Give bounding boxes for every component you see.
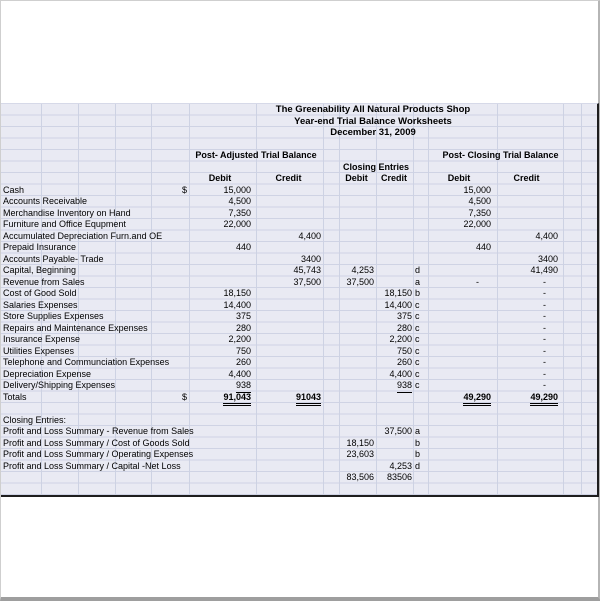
pa-credit-cell[interactable] <box>256 231 321 243</box>
account-label[interactable] <box>3 323 303 335</box>
account-label-value: Salaries Expenses <box>3 299 78 310</box>
account-label-value: Depreciation Expense <box>3 368 92 379</box>
pc-debit-cell[interactable] <box>427 208 491 220</box>
cl-credit-cell-value: 260 <box>396 357 412 367</box>
pa-credit-cell-value: 45,743 <box>293 265 321 275</box>
pa-debit-column-header[interactable]: Debit <box>208 173 232 183</box>
entry-letter-cell[interactable] <box>415 426 429 438</box>
pc-credit-cell[interactable] <box>495 288 558 300</box>
pc-debit-cell-value: 49,290 <box>463 392 491 407</box>
account-label[interactable] <box>3 438 303 450</box>
pc-credit-cell-value: 49,290 <box>530 392 558 407</box>
account-label[interactable] <box>3 357 303 369</box>
account-label-value: Furniture and Office Equpment <box>3 219 126 229</box>
account-label-value: Delivery/Shipping Expenses <box>3 380 116 390</box>
pa-debit-cell-value: 22,000 <box>223 219 251 229</box>
pc-debit-cell-value: 4,500 <box>468 196 491 206</box>
pa-debit-cell-value: 14,400 <box>223 299 251 310</box>
entry-letter-cell-value: c <box>415 299 420 310</box>
account-label-value: Cash <box>3 184 25 195</box>
cl-credit-cell[interactable] <box>376 472 412 484</box>
cl-credit-cell[interactable] <box>376 426 412 438</box>
pc-credit-cell-value: - <box>543 368 546 379</box>
pc-credit-cell[interactable] <box>495 277 558 289</box>
account-label[interactable] <box>3 208 303 220</box>
pc-debit-cell-value: 440 <box>475 242 491 252</box>
account-label[interactable] <box>3 196 303 208</box>
cl-credit-cell[interactable] <box>376 334 412 346</box>
pa-debit-cell[interactable] <box>189 242 251 254</box>
entry-letter-cell[interactable] <box>415 449 429 461</box>
cl-debit-cell[interactable] <box>339 449 374 461</box>
pa-debit-cell-value: 2,200 <box>228 334 251 344</box>
pa-debit-cell-value: 750 <box>235 345 251 356</box>
dollar-sign-cell-value: $ <box>182 391 188 402</box>
pa-credit-cell[interactable] <box>256 254 321 266</box>
pc-credit-cell-value: - <box>543 311 546 321</box>
pa-debit-cell[interactable] <box>189 219 251 231</box>
entry-letter-cell-value: c <box>415 357 420 367</box>
pc-credit-cell-value: - <box>543 334 546 344</box>
entry-letter-cell[interactable] <box>415 323 429 335</box>
entry-letter-cell-value: c <box>415 380 420 390</box>
account-label-value: Revenue from Sales <box>3 276 85 287</box>
pc-credit-cell-value: 3400 <box>537 253 558 264</box>
account-label-value: Accumulated Depreciation Furn.and OE <box>3 230 163 241</box>
pc-credit-cell-value: - <box>543 276 546 287</box>
account-label[interactable] <box>3 426 303 438</box>
entry-letter-cell-value: b <box>415 449 421 459</box>
pa-credit-column-header[interactable]: Credit <box>275 173 302 183</box>
entry-letter-cell[interactable] <box>415 300 429 312</box>
closing-entries-heading[interactable]: Closing Entries: <box>3 414 67 425</box>
entry-letter-cell[interactable] <box>415 380 429 392</box>
cl-debit-cell[interactable] <box>339 265 374 277</box>
cl-credit-cell-value: 18,150 <box>384 288 412 298</box>
entry-letter-cell-value: b <box>415 437 421 448</box>
gridline <box>413 104 414 495</box>
spreadsheet <box>1 103 599 497</box>
cl-credit-cell-value: 4,400 <box>389 368 412 379</box>
account-label[interactable] <box>3 219 303 231</box>
entry-letter-cell-value: d <box>415 460 421 471</box>
entry-letter-cell[interactable] <box>415 461 429 473</box>
pc-debit-cell[interactable] <box>427 277 491 289</box>
pc-credit-cell[interactable] <box>495 265 558 277</box>
pc-credit-cell[interactable] <box>495 311 558 323</box>
account-label-value: Prepaid Insurance <box>3 242 77 252</box>
pc-credit-cell[interactable] <box>495 254 558 266</box>
pc-debit-column-header[interactable]: Debit <box>447 173 471 183</box>
entry-letter-cell[interactable] <box>415 369 429 381</box>
account-label-value: Profit and Loss Summary / Operating Expenses <box>3 449 194 459</box>
cl-credit-cell[interactable] <box>376 311 412 323</box>
pc-credit-cell-value: - <box>543 322 546 333</box>
report-title: Year-end Trial Balance Worksheets <box>294 115 452 127</box>
pc-credit-cell[interactable] <box>495 346 558 358</box>
pc-debit-cell[interactable] <box>427 242 491 254</box>
gridline <box>581 104 582 495</box>
pa-debit-cell-value: 4,500 <box>228 196 251 206</box>
entry-letter-cell[interactable] <box>415 357 429 369</box>
account-label-value: Insurance Expense <box>3 334 81 344</box>
pc-credit-cell[interactable] <box>495 369 558 381</box>
account-label-value: Telephone and Communciation Expenses <box>3 357 170 367</box>
pc-credit-cell-value: 4,400 <box>535 230 558 241</box>
cl-debit-column-header[interactable]: Debit <box>345 173 368 183</box>
cl-debit-cell[interactable] <box>339 472 374 484</box>
pa-debit-cell[interactable] <box>189 380 251 392</box>
pc-credit-cell-value: - <box>543 357 546 367</box>
cl-debit-cell[interactable] <box>339 438 374 450</box>
pa-debit-cell[interactable] <box>189 392 251 404</box>
closing-entries-section-header[interactable]: Closing Entries <box>342 161 409 172</box>
pc-debit-cell[interactable] <box>427 392 491 404</box>
cl-credit-cell-value: 14,400 <box>384 299 412 310</box>
pc-debit-cell[interactable] <box>427 196 491 208</box>
account-label[interactable] <box>3 300 303 312</box>
cl-debit-cell-value: 18,150 <box>346 437 374 448</box>
cl-credit-cell-value: 83506 <box>386 472 412 482</box>
pa-credit-cell-value: 4,400 <box>298 230 321 241</box>
pa-credit-cell-value: 3400 <box>300 253 321 264</box>
report-date: December 31, 2009 <box>330 127 416 138</box>
account-label[interactable] <box>3 461 303 473</box>
cl-credit-cell[interactable] <box>376 323 412 335</box>
pc-credit-cell[interactable] <box>495 334 558 346</box>
pa-credit-cell[interactable] <box>256 277 321 289</box>
account-label-value: Cost of Good Sold <box>3 288 77 298</box>
entry-letter-cell-value: c <box>415 322 420 333</box>
pc-credit-cell[interactable] <box>495 300 558 312</box>
entry-letter-cell-value: a <box>415 426 421 436</box>
account-label-value: Totals <box>3 391 27 402</box>
cl-credit-cell-value: 37,500 <box>384 426 412 436</box>
entry-letter-cell-value: c <box>415 345 420 356</box>
cl-debit-cell-value: 37,500 <box>346 276 374 287</box>
post-adjusted-section-header[interactable]: Post- Adjusted Trial Balance <box>195 150 317 160</box>
gridline <box>563 104 564 495</box>
entry-letter-cell[interactable] <box>415 288 429 300</box>
cl-credit-column-header[interactable]: Credit <box>380 173 407 183</box>
account-label[interactable] <box>3 380 303 392</box>
pc-credit-cell[interactable] <box>495 231 558 243</box>
entry-letter-cell-value: a <box>415 276 421 287</box>
pa-debit-cell-value: 260 <box>235 357 251 367</box>
pc-debit-cell-value: 15,000 <box>463 184 491 195</box>
pa-credit-cell[interactable] <box>256 392 321 404</box>
account-label-value: Accounts Receivable <box>3 196 88 206</box>
pa-credit-cell-value: 91043 <box>296 392 321 407</box>
pa-credit-cell-value: 37,500 <box>293 276 321 287</box>
pc-debit-cell-value: - <box>476 276 479 287</box>
account-label[interactable] <box>3 334 303 346</box>
account-label-value: Store Supplies Expenses <box>3 311 104 321</box>
cl-credit-cell-value: 938 <box>397 380 412 393</box>
pc-credit-column-header[interactable]: Credit <box>513 173 540 183</box>
account-label[interactable] <box>3 346 303 358</box>
pc-credit-cell[interactable] <box>495 380 558 392</box>
cl-credit-cell[interactable] <box>376 346 412 358</box>
entry-letter-cell[interactable] <box>415 265 429 277</box>
pa-debit-cell[interactable] <box>189 300 251 312</box>
cl-debit-cell-value: 83,506 <box>346 472 374 482</box>
pa-debit-cell-value: 440 <box>235 242 251 252</box>
account-label[interactable] <box>3 288 303 300</box>
pc-credit-cell-value: - <box>543 380 546 390</box>
pa-debit-cell[interactable] <box>189 185 251 197</box>
pc-credit-cell[interactable] <box>495 357 558 369</box>
account-label-value: Profit and Loss Summary / Capital -Net Loss <box>3 460 181 471</box>
pa-debit-cell[interactable] <box>189 208 251 220</box>
entry-letter-cell-value: c <box>415 368 420 379</box>
pa-debit-cell-value: 15,000 <box>223 184 251 195</box>
cl-credit-cell[interactable] <box>376 357 412 369</box>
pa-debit-cell[interactable] <box>189 323 251 335</box>
pc-credit-cell[interactable] <box>495 323 558 335</box>
account-label-value: Capital, Beginning <box>3 265 77 275</box>
gridline <box>323 104 324 495</box>
entry-letter-cell[interactable] <box>415 346 429 358</box>
account-label-value: Merchandise Inventory on Hand <box>3 207 131 218</box>
pa-debit-cell-value: 91,043 <box>223 392 251 407</box>
account-label-value: Repairs and Maintenance Expenses <box>3 322 148 333</box>
pc-debit-cell-value: 7,350 <box>468 207 491 218</box>
account-label[interactable] <box>3 185 303 197</box>
entry-letter-cell-value: c <box>415 334 420 344</box>
cl-credit-cell[interactable] <box>376 380 412 392</box>
cl-credit-cell[interactable] <box>376 288 412 300</box>
pc-credit-cell-value: 41,490 <box>530 265 558 275</box>
cl-credit-cell-value: 2,200 <box>389 334 412 344</box>
cl-credit-cell[interactable] <box>376 300 412 312</box>
pc-debit-cell-value: 22,000 <box>463 219 491 229</box>
dollar-sign-cell-value: $ <box>182 184 188 195</box>
cl-credit-cell-value: 750 <box>396 345 412 356</box>
account-label[interactable] <box>3 449 303 461</box>
pa-debit-cell[interactable] <box>189 196 251 208</box>
cl-credit-cell-value: 375 <box>396 311 412 321</box>
pa-debit-cell[interactable] <box>189 334 251 346</box>
cl-credit-cell-value: 4,253 <box>389 460 412 471</box>
pa-debit-cell[interactable] <box>189 288 251 300</box>
account-label-value: Profit and Loss Summary - Revenue from Sales <box>3 426 194 436</box>
pa-debit-cell-value: 18,150 <box>223 288 251 298</box>
entry-letter-cell-value: b <box>415 288 421 298</box>
account-label-value: Utilities Expenses <box>3 345 75 356</box>
pc-credit-cell-value: - <box>543 299 546 310</box>
cl-debit-cell-value: 23,603 <box>346 449 374 459</box>
pa-credit-cell[interactable] <box>256 265 321 277</box>
cl-credit-cell[interactable] <box>376 461 412 473</box>
account-label-value: Profit and Loss Summary / Cost of Goods Sold <box>3 437 190 448</box>
cl-debit-cell[interactable] <box>339 277 374 289</box>
entry-letter-cell-value: c <box>415 311 420 321</box>
account-label[interactable] <box>3 311 303 323</box>
pc-credit-cell-value: - <box>543 345 546 356</box>
account-label-value: Accounts Payable- Trade <box>3 253 104 264</box>
pc-debit-cell[interactable] <box>427 219 491 231</box>
pc-credit-cell-value: - <box>543 288 546 298</box>
cl-debit-cell-value: 4,253 <box>351 265 374 275</box>
entry-letter-cell[interactable] <box>415 438 429 450</box>
company-title: The Greenability All Natural Products Shop <box>275 104 471 115</box>
account-label[interactable] <box>3 369 303 381</box>
entry-letter-cell[interactable] <box>415 334 429 346</box>
pa-debit-cell-value: 375 <box>235 311 251 321</box>
cl-credit-cell[interactable] <box>376 369 412 381</box>
pa-debit-cell[interactable] <box>189 357 251 369</box>
pa-debit-cell-value: 4,400 <box>228 368 251 379</box>
pa-debit-cell-value: 280 <box>235 322 251 333</box>
pc-credit-cell[interactable] <box>495 392 558 404</box>
pa-debit-cell-value: 7,350 <box>228 207 251 218</box>
pa-debit-cell[interactable] <box>189 311 251 323</box>
entry-letter-cell[interactable] <box>415 311 429 323</box>
pa-debit-cell-value: 938 <box>236 380 251 393</box>
pa-debit-cell[interactable] <box>189 369 251 381</box>
pc-debit-cell[interactable] <box>427 185 491 197</box>
post-closing-section-header[interactable]: Post- Closing Trial Balance <box>442 150 559 160</box>
pa-debit-cell[interactable] <box>189 346 251 358</box>
entry-letter-cell-value: d <box>415 265 421 275</box>
account-label[interactable] <box>3 242 303 254</box>
cl-credit-cell-value: 280 <box>396 322 412 333</box>
